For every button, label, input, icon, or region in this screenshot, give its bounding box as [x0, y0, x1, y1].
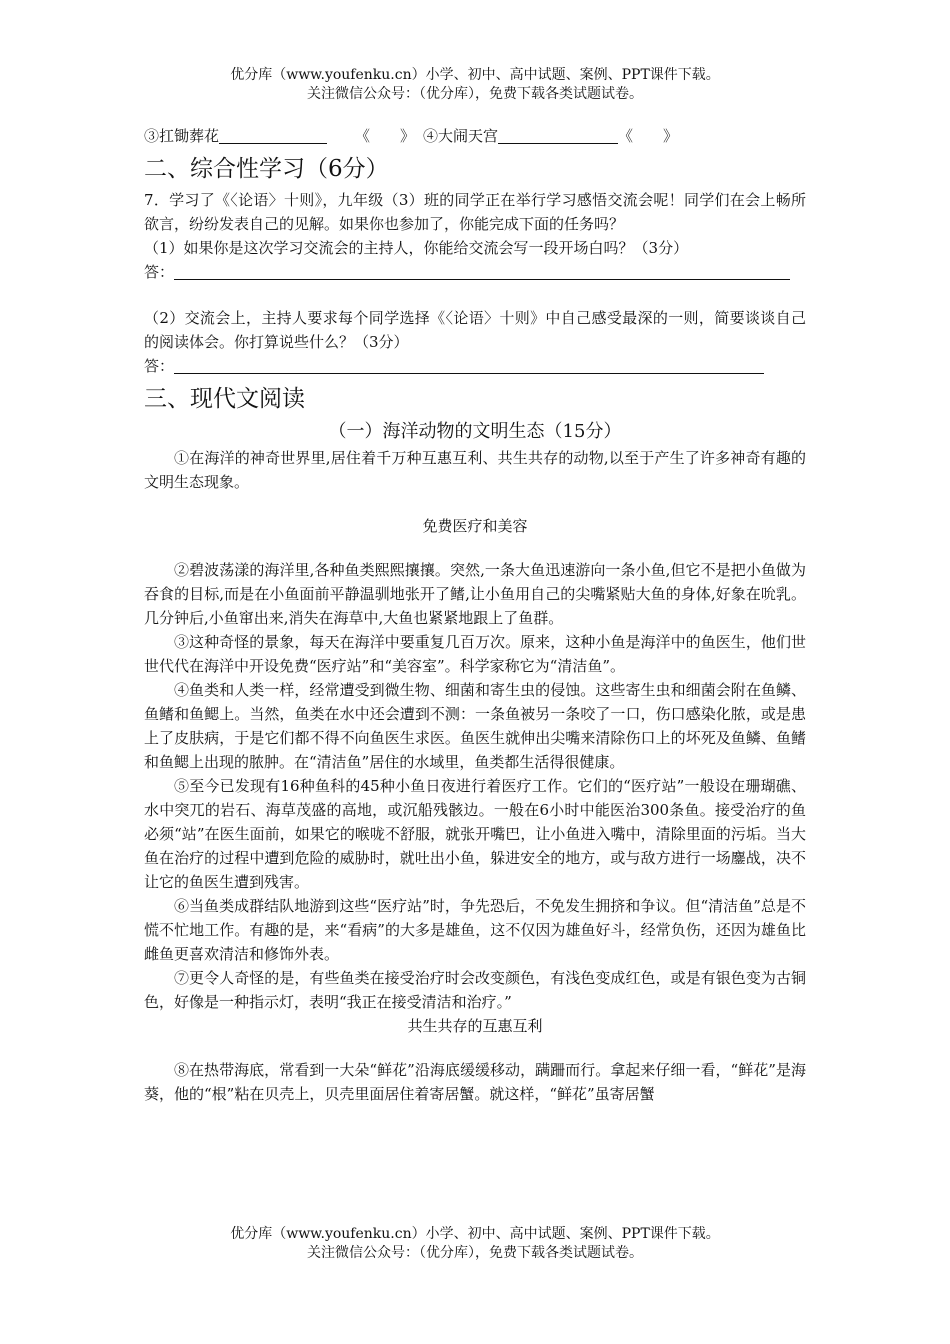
item-4-blank[interactable] [498, 128, 618, 144]
paragraph-2: ②碧波荡漾的海洋里,各种鱼类熙熙攘攘。突然,一条大鱼迅速游向一条小鱼,但它不是把小鱼做为吞食的目标,而是在小鱼面前平静温驯地张开了鳍,让小鱼用自己的尖嘴紧贴大鱼的身体,好象在吮乳。几分钟后,小鱼窜出来,消失在海草中,大鱼也紧紧地跟上了鱼群。 [144, 561, 806, 627]
answer-row-1 [144, 260, 806, 284]
page-header [0, 66, 950, 104]
paragraph-6: ⑥当鱼类成群结队地游到这些“医疗站”时，争先恐后，不免发生拥挤和争议。但“清洁鱼”总是不慌不忙地工作。有趣的是，来“看病”的大多是雄鱼，这不仅因为雄鱼好斗，经常负伤，还因为雄鱼比雌鱼更喜欢清洁和修饰外表。 [144, 897, 806, 963]
answer-label-2: 答： [144, 357, 175, 375]
item-3-blank[interactable] [219, 128, 327, 144]
section-2-title: 二、综合性学习（6分） [144, 156, 389, 182]
header-line-2: 关注微信公众号：（优分库），免费下载各类试题试卷。 [307, 86, 643, 102]
footer-line-2: 关注微信公众号：（优分库），免费下载各类试题试卷。 [307, 1245, 643, 1261]
paragraph-8: ⑧在热带海底，常看到一大朵“鲜花”沿海底缓缓移动，蹒跚而行。拿起来仔细一看，“鲜花”是海葵，他的“根”粘在贝壳上，贝壳里面居住着寄居蟹。就这样，“鲜花”虽寄居蟹 [144, 1061, 806, 1103]
subheading-medical: 免费医疗和美容 [422, 517, 528, 535]
paragraph-4: ④鱼类和人类一样，经常遭受到微生物、细菌和寄生虫的侵蚀。这些寄生虫和细菌会附在鱼鳞、鱼鳍和鱼鳃上。当然，鱼类在水中还会遭到不测：一条鱼被另一条咬了一口，伤口感染化脓，或是患上了皮肤病，于是它们都不得不向鱼医生求医。鱼医生就伸出尖嘴来清除伤口上的坏死及鱼鳞、鱼鳍和鱼鳃上出现的脓肿。在“清洁鱼”居住的水域里，鱼类都生活得很健康。 [144, 681, 806, 771]
subheading-symbiosis: 共生共存的互惠互利 [407, 1017, 543, 1035]
paragraph-1: ①在海洋的神奇世界里,居住着千万种互惠互利、共生共存的动物,以至于产生了许多神奇有趣的文明生态现象。 [144, 449, 806, 491]
question-7-1: （1）如果你是这次学习交流会的主持人，你能给交流会写一段开场白吗？（3分） [144, 239, 689, 257]
answer-line-2[interactable] [174, 358, 764, 374]
paragraph-7: ⑦更令人奇怪的是，有些鱼类在接受治疗时会改变颜色，有浅色变成红色，或是有银色变为古铜色，好像是一种指示灯，表明“我正在接受清洁和治疗。” [144, 969, 806, 1011]
item-3-book: 《 》 [355, 127, 416, 145]
item-4-book: 《 》 [618, 127, 679, 145]
paragraph-3: ③这种奇怪的景象，每天在海洋中要重复几百万次。原来，这种小鱼是海洋中的鱼医生，他们世世代代在海洋中开设免费“医疗站”和“美容室”。科学家称它为“清洁鱼”。 [144, 633, 806, 675]
item-3-label: ③扛锄葬花 [144, 127, 220, 145]
page-footer [0, 1225, 950, 1263]
reading-title: （一）海洋动物的文明生态（15分） [328, 421, 622, 442]
question-7-2: （2）交流会上，主持人要求每个同学选择《〈论语〉十则》中自己感受最深的一则，简要谈谈自己的阅读体会。你打算说些什么？（3分） [144, 309, 806, 351]
section-3-title: 三、现代文阅读 [144, 386, 305, 412]
header-line-1: 优分库（www.youfenku.cn）小学、初中、高中试题、案例、PPT课件下载。 [230, 67, 720, 83]
document-body [144, 124, 806, 1106]
question-7: 7．学习了《〈论语〉十则》，九年级（3）班的同学正在举行学习感悟交流会呢！同学们在会上畅所欲言，纷纷发表自己的见解。如果你也参加了，你能完成下面的任务吗？ [144, 191, 806, 233]
top-answer-row [144, 124, 806, 148]
answer-label-1: 答： [144, 263, 175, 281]
item-4-label: ④大闹天宫 [423, 127, 499, 145]
footer-line-1: 优分库（www.youfenku.cn）小学、初中、高中试题、案例、PPT课件下载。 [230, 1226, 720, 1242]
answer-row-2 [144, 354, 806, 378]
answer-line-1[interactable] [174, 264, 790, 280]
paragraph-5: ⑤至今已发现有16种鱼科的45种小鱼日夜进行着医疗工作。它们的“医疗站”一般设在珊瑚礁、水中突兀的岩石、海草茂盛的高地，或沉船残骸边。一般在6小时中能医治300条鱼。接受治疗的鱼必须“站”在医生面前，如果它的喉咙不舒服，就张开嘴巴，让小鱼进入嘴中，清除里面的污垢。当大鱼在治疗的过程中遭到危险的威胁时，就吐出小鱼，躲进安全的地方，或与敌方进行一场鏖战，决不让它的鱼医生遭到残害。 [144, 777, 806, 891]
